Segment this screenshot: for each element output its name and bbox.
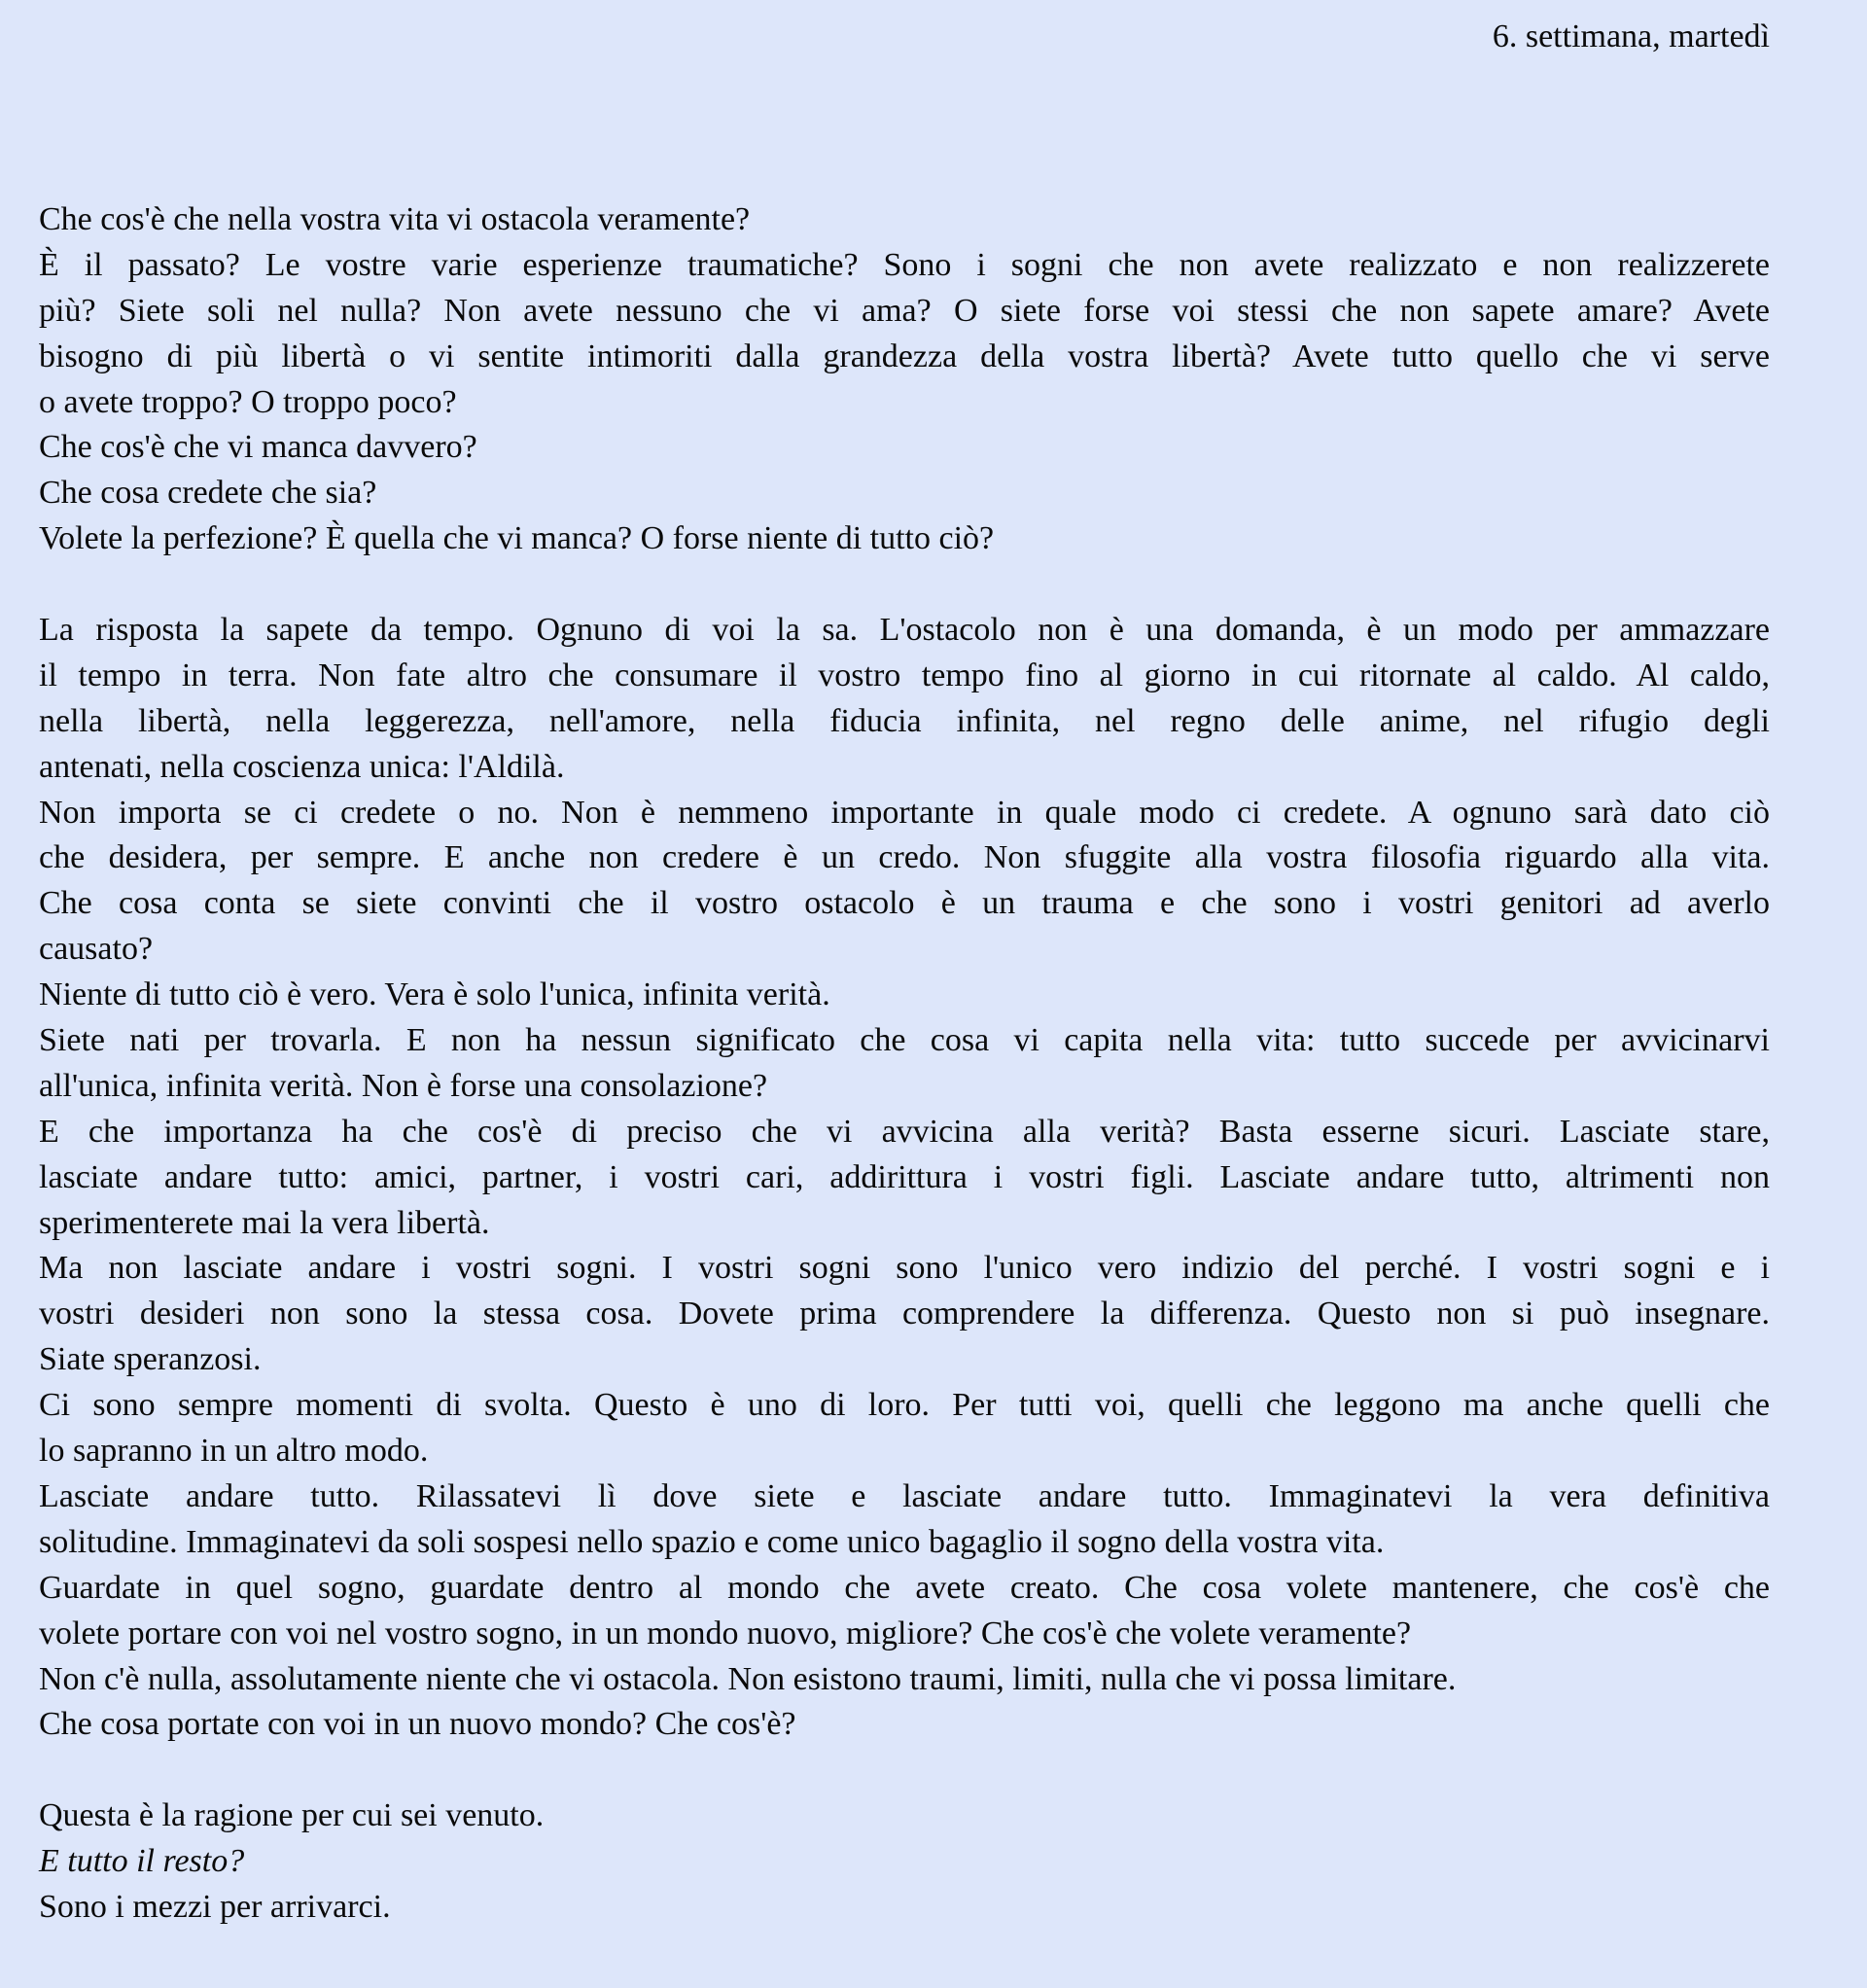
text-line: E che importanza ha che cos'è di preciso che vi avvicina alla verità? Basta esserne sicuri. Lasciate stare,	[39, 1113, 1770, 1150]
text-line: Ci sono sempre momenti di svolta. Questo è uno di loro. Per tutti voi, quelli che leggono ma anche quelli che	[39, 1387, 1770, 1424]
closing-question-italic: E tutto il resto?	[39, 1843, 245, 1880]
text-line: Non importa se ci credete o no. Non è nemmeno importante in quale modo ci credete. A ognuno sarà dato ciò	[39, 794, 1770, 831]
text-line: nella libertà, nella leggerezza, nell'amore, nella fiducia infinita, nel regno delle anime, nel rifugio degli	[39, 702, 1770, 739]
text-line: Che cosa credete che sia?	[39, 475, 377, 512]
text-line: Che cos'è che vi manca davvero?	[39, 429, 477, 466]
text-line: Che cos'è che nella vostra vita vi ostacola veramente?	[39, 201, 751, 237]
text-line: il tempo in terra. Non fate altro che consumare il vostro tempo fino al giorno in cui ritornate al caldo. Al caldo,	[39, 657, 1770, 693]
document-body	[39, 197, 1770, 1931]
paragraph-spacer	[39, 1748, 1770, 1793]
text-line: Non c'è nulla, assolutamente niente che vi ostacola. Non esistono traumi, limiti, nulla che vi possa limitare.	[39, 1660, 1457, 1697]
text-line: Guardate in quel sogno, guardate dentro al mondo che avete creato. Che cosa volete mantenere, che cos'è che	[39, 1569, 1770, 1606]
text-line: Che cosa portate con voi in un nuovo mondo? Che cos'è?	[39, 1706, 796, 1743]
paragraph-closing	[39, 1793, 1770, 1931]
text-line: bisogno di più libertà o vi sentite intimoriti dalla grandezza della vostra libertà? Avete tutto quello che vi serve	[39, 337, 1770, 374]
closing-line: Sono i mezzi per arrivarci.	[39, 1888, 391, 1925]
text-line: Che cosa conta se siete convinti che il vostro ostacolo è un trauma e che sono i vostri genitori ad averlo	[39, 885, 1770, 922]
text-line: solitudine. Immaginatevi da soli sospesi nello spazio e come unico bagaglio il sogno della vostra vita.	[39, 1523, 1385, 1560]
paragraph-answer	[39, 608, 1770, 1748]
date-heading: 6. settimana, martedì	[1492, 18, 1770, 54]
text-line: Niente di tutto ciò è vero. Vera è solo l'unica, infinita verità.	[39, 976, 830, 1013]
text-line: più? Siete soli nel nulla? Non avete nessuno che vi ama? O siete forse voi stessi che non sapete amare? Avete	[39, 292, 1770, 329]
text-line: Siete nati per trovarla. E non ha nessun significato che cosa vi capita nella vita: tutto succede per avvicinarvi	[39, 1022, 1770, 1059]
text-line: volete portare con voi nel vostro sogno, in un mondo nuovo, migliore? Che cos'è che volete veramente?	[39, 1615, 1412, 1651]
text-line: antenati, nella coscienza unica: l'Aldilà.	[39, 748, 565, 785]
text-line: lasciate andare tutto: amici, partner, i vostri cari, addirittura i vostri figli. Lasciate andare tutto, altrimenti non	[39, 1158, 1770, 1195]
text-line: causato?	[39, 931, 154, 968]
closing-line: Questa è la ragione per cui sei venuto.	[39, 1797, 545, 1834]
paragraph-questions	[39, 197, 1770, 562]
text-line: Lasciate andare tutto. Rilassatevi lì dove siete e lasciate andare tutto. Immaginatevi la vera definitiva	[39, 1477, 1770, 1514]
text-line: o avete troppo? O troppo poco?	[39, 383, 457, 420]
text-line: Ma non lasciate andare i vostri sogni. I vostri sogni sono l'unico vero indizio del perché. I vostri sogni e i	[39, 1250, 1770, 1287]
text-line: Siate speranzosi.	[39, 1341, 262, 1378]
text-line: sperimenterete mai la vera libertà.	[39, 1204, 490, 1241]
text-line: La risposta la sapete da tempo. Ognuno di voi la sa. L'ostacolo non è una domanda, è un modo per ammazzare	[39, 612, 1770, 649]
text-line: che desidera, per sempre. E anche non credere è un credo. Non sfuggite alla vostra filosofia riguardo alla vita.	[39, 839, 1770, 876]
text-line: Volete la perfezione? È quella che vi manca? O forse niente di tutto ciò?	[39, 520, 995, 557]
text-line: lo sapranno in un altro modo.	[39, 1433, 429, 1470]
text-line: vostri desideri non sono la stessa cosa. Dovete prima comprendere la differenza. Questo non si può insegnare.	[39, 1296, 1770, 1332]
text-line: È il passato? Le vostre varie esperienze traumatiche? Sono i sogni che non avete realizzato e non realizzerete	[39, 246, 1770, 283]
text-line: all'unica, infinita verità. Non è forse una consolazione?	[39, 1067, 768, 1104]
paragraph-spacer	[39, 562, 1770, 608]
